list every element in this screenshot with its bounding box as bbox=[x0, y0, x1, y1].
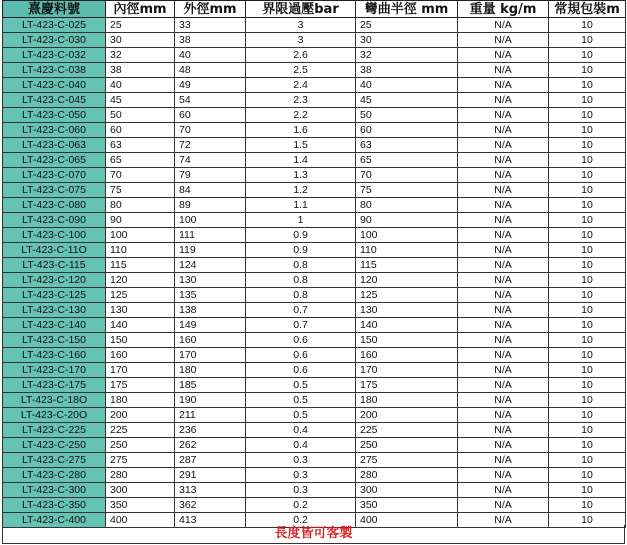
cell-inner-diameter: 200 bbox=[106, 408, 175, 423]
cell-burst-pressure: 2.3 bbox=[246, 93, 356, 108]
table-row bbox=[3, 48, 626, 63]
cell-outer-diameter: 72 bbox=[175, 138, 246, 153]
cell-packaging: 10 bbox=[549, 48, 626, 63]
cell-burst-pressure: 0.4 bbox=[246, 423, 356, 438]
cell-weight: N/A bbox=[458, 303, 549, 318]
cell-bend-radius: 400 bbox=[356, 513, 458, 528]
cell-outer-diameter: 74 bbox=[175, 153, 246, 168]
cell-packaging: 10 bbox=[549, 348, 626, 363]
cell-burst-pressure: 1.3 bbox=[246, 168, 356, 183]
cell-inner-diameter: 30 bbox=[106, 33, 175, 48]
cell-model: LT-423-C-040 bbox=[3, 78, 106, 93]
cell-outer-diameter: 40 bbox=[175, 48, 246, 63]
cell-inner-diameter: 225 bbox=[106, 423, 175, 438]
cell-inner-diameter: 160 bbox=[106, 348, 175, 363]
cell-inner-diameter: 115 bbox=[106, 258, 175, 273]
cell-weight: N/A bbox=[458, 408, 549, 423]
cell-weight: N/A bbox=[458, 18, 549, 33]
cell-weight: N/A bbox=[458, 378, 549, 393]
header-row bbox=[3, 1, 626, 18]
cell-packaging: 10 bbox=[549, 438, 626, 453]
cell-model: LT-423-C-400 bbox=[3, 513, 106, 528]
cell-burst-pressure: 0.3 bbox=[246, 468, 356, 483]
cell-packaging: 10 bbox=[549, 63, 626, 78]
cell-bend-radius: 50 bbox=[356, 108, 458, 123]
cell-outer-diameter: 291 bbox=[175, 468, 246, 483]
cell-burst-pressure: 2.6 bbox=[246, 48, 356, 63]
cell-packaging: 10 bbox=[549, 318, 626, 333]
cell-outer-diameter: 313 bbox=[175, 483, 246, 498]
cell-outer-diameter: 100 bbox=[175, 213, 246, 228]
cell-weight: N/A bbox=[458, 333, 549, 348]
cell-model: LT-423-C-125 bbox=[3, 288, 106, 303]
cell-packaging: 10 bbox=[549, 93, 626, 108]
header-packaging: 常規包裝m bbox=[549, 1, 626, 18]
cell-outer-diameter: 111 bbox=[175, 228, 246, 243]
cell-outer-diameter: 60 bbox=[175, 108, 246, 123]
cell-burst-pressure: 1.1 bbox=[246, 198, 356, 213]
table-row bbox=[3, 243, 626, 258]
cell-weight: N/A bbox=[458, 288, 549, 303]
cell-weight: N/A bbox=[458, 483, 549, 498]
cell-inner-diameter: 125 bbox=[106, 288, 175, 303]
cell-weight: N/A bbox=[458, 348, 549, 363]
cell-model: LT-423-C-20O bbox=[3, 408, 106, 423]
cell-burst-pressure: 0.5 bbox=[246, 408, 356, 423]
cell-burst-pressure: 1.6 bbox=[246, 123, 356, 138]
cell-packaging: 10 bbox=[549, 513, 626, 528]
cell-packaging: 10 bbox=[549, 18, 626, 33]
cell-weight: N/A bbox=[458, 363, 549, 378]
table-row bbox=[3, 378, 626, 393]
cell-weight: N/A bbox=[458, 498, 549, 513]
cell-outer-diameter: 413 bbox=[175, 513, 246, 528]
table-row bbox=[3, 33, 626, 48]
cell-bend-radius: 70 bbox=[356, 168, 458, 183]
table-row bbox=[3, 93, 626, 108]
cell-weight: N/A bbox=[458, 168, 549, 183]
table-row bbox=[3, 183, 626, 198]
cell-model: LT-423-C-045 bbox=[3, 93, 106, 108]
cell-packaging: 10 bbox=[549, 138, 626, 153]
table-row bbox=[3, 213, 626, 228]
cell-bend-radius: 300 bbox=[356, 483, 458, 498]
cell-weight: N/A bbox=[458, 78, 549, 93]
header-inner-diameter: 內徑mm bbox=[106, 1, 175, 18]
cell-weight: N/A bbox=[458, 48, 549, 63]
cell-bend-radius: 32 bbox=[356, 48, 458, 63]
cell-burst-pressure: 1 bbox=[246, 213, 356, 228]
cell-bend-radius: 140 bbox=[356, 318, 458, 333]
cell-model: LT-423-C-032 bbox=[3, 48, 106, 63]
cell-model: LT-423-C-160 bbox=[3, 348, 106, 363]
cell-burst-pressure: 0.8 bbox=[246, 273, 356, 288]
cell-outer-diameter: 124 bbox=[175, 258, 246, 273]
cell-model: LT-423-C-115 bbox=[3, 258, 106, 273]
cell-bend-radius: 75 bbox=[356, 183, 458, 198]
cell-model: LT-423-C-225 bbox=[3, 423, 106, 438]
table-row bbox=[3, 468, 626, 483]
table-row bbox=[3, 198, 626, 213]
cell-packaging: 10 bbox=[549, 303, 626, 318]
cell-packaging: 10 bbox=[549, 258, 626, 273]
cell-burst-pressure: 0.9 bbox=[246, 243, 356, 258]
cell-burst-pressure: 0.6 bbox=[246, 348, 356, 363]
cell-outer-diameter: 170 bbox=[175, 348, 246, 363]
cell-model: LT-423-C-060 bbox=[3, 123, 106, 138]
cell-outer-diameter: 362 bbox=[175, 498, 246, 513]
cell-inner-diameter: 150 bbox=[106, 333, 175, 348]
table-row bbox=[3, 348, 626, 363]
cell-bend-radius: 125 bbox=[356, 288, 458, 303]
header-burst-pressure: 界限過壓bar bbox=[246, 1, 356, 18]
cell-burst-pressure: 0.2 bbox=[246, 498, 356, 513]
cell-model: LT-423-C-140 bbox=[3, 318, 106, 333]
cell-outer-diameter: 236 bbox=[175, 423, 246, 438]
table-row bbox=[3, 303, 626, 318]
cell-burst-pressure: 0.2 bbox=[246, 513, 356, 528]
cell-packaging: 10 bbox=[549, 198, 626, 213]
cell-packaging: 10 bbox=[549, 78, 626, 93]
cell-model: LT-423-C-120 bbox=[3, 273, 106, 288]
footer-note: 長度皆可客製 bbox=[2, 525, 625, 544]
cell-burst-pressure: 0.5 bbox=[246, 393, 356, 408]
table-row bbox=[3, 258, 626, 273]
table-row bbox=[3, 438, 626, 453]
cell-outer-diameter: 79 bbox=[175, 168, 246, 183]
cell-bend-radius: 180 bbox=[356, 393, 458, 408]
cell-model: LT-423-C-030 bbox=[3, 33, 106, 48]
cell-model: LT-423-C-175 bbox=[3, 378, 106, 393]
table-row bbox=[3, 408, 626, 423]
cell-model: LT-423-C-300 bbox=[3, 483, 106, 498]
cell-inner-diameter: 180 bbox=[106, 393, 175, 408]
cell-outer-diameter: 149 bbox=[175, 318, 246, 333]
cell-weight: N/A bbox=[458, 138, 549, 153]
cell-outer-diameter: 89 bbox=[175, 198, 246, 213]
table-row bbox=[3, 453, 626, 468]
header-weight: 重量 kg/m bbox=[458, 1, 549, 18]
cell-model: LT-423-C-100 bbox=[3, 228, 106, 243]
spec-table bbox=[2, 0, 626, 528]
cell-packaging: 10 bbox=[549, 333, 626, 348]
cell-model: LT-423-C-250 bbox=[3, 438, 106, 453]
cell-weight: N/A bbox=[458, 213, 549, 228]
cell-burst-pressure: 0.9 bbox=[246, 228, 356, 243]
cell-inner-diameter: 40 bbox=[106, 78, 175, 93]
cell-outer-diameter: 135 bbox=[175, 288, 246, 303]
cell-weight: N/A bbox=[458, 63, 549, 78]
table-row bbox=[3, 288, 626, 303]
cell-bend-radius: 225 bbox=[356, 423, 458, 438]
cell-inner-diameter: 350 bbox=[106, 498, 175, 513]
cell-inner-diameter: 90 bbox=[106, 213, 175, 228]
cell-packaging: 10 bbox=[549, 393, 626, 408]
table-row bbox=[3, 123, 626, 138]
cell-burst-pressure: 0.5 bbox=[246, 378, 356, 393]
header-model: 熹慶料號 bbox=[3, 1, 106, 18]
cell-inner-diameter: 60 bbox=[106, 123, 175, 138]
cell-bend-radius: 110 bbox=[356, 243, 458, 258]
cell-packaging: 10 bbox=[549, 123, 626, 138]
cell-packaging: 10 bbox=[549, 183, 626, 198]
cell-burst-pressure: 3 bbox=[246, 33, 356, 48]
table-row bbox=[3, 333, 626, 348]
cell-weight: N/A bbox=[458, 393, 549, 408]
cell-inner-diameter: 100 bbox=[106, 228, 175, 243]
cell-inner-diameter: 175 bbox=[106, 378, 175, 393]
cell-weight: N/A bbox=[458, 228, 549, 243]
cell-weight: N/A bbox=[458, 123, 549, 138]
cell-packaging: 10 bbox=[549, 273, 626, 288]
cell-inner-diameter: 63 bbox=[106, 138, 175, 153]
cell-model: LT-423-C-075 bbox=[3, 183, 106, 198]
table-row bbox=[3, 423, 626, 438]
cell-burst-pressure: 1.4 bbox=[246, 153, 356, 168]
cell-bend-radius: 175 bbox=[356, 378, 458, 393]
table-row bbox=[3, 78, 626, 93]
cell-outer-diameter: 49 bbox=[175, 78, 246, 93]
cell-burst-pressure: 0.7 bbox=[246, 318, 356, 333]
cell-weight: N/A bbox=[458, 318, 549, 333]
cell-bend-radius: 45 bbox=[356, 93, 458, 108]
cell-weight: N/A bbox=[458, 273, 549, 288]
cell-burst-pressure: 2.2 bbox=[246, 108, 356, 123]
table-row bbox=[3, 498, 626, 513]
cell-packaging: 10 bbox=[549, 378, 626, 393]
header-bend-radius: 彎曲半徑 mm bbox=[356, 1, 458, 18]
cell-weight: N/A bbox=[458, 198, 549, 213]
cell-burst-pressure: 0.8 bbox=[246, 288, 356, 303]
cell-weight: N/A bbox=[458, 243, 549, 258]
cell-outer-diameter: 262 bbox=[175, 438, 246, 453]
table-row bbox=[3, 153, 626, 168]
cell-inner-diameter: 400 bbox=[106, 513, 175, 528]
cell-inner-diameter: 75 bbox=[106, 183, 175, 198]
header-outer-diameter: 外徑mm bbox=[175, 1, 246, 18]
cell-inner-diameter: 45 bbox=[106, 93, 175, 108]
cell-bend-radius: 30 bbox=[356, 33, 458, 48]
cell-bend-radius: 350 bbox=[356, 498, 458, 513]
cell-packaging: 10 bbox=[549, 153, 626, 168]
cell-burst-pressure: 1.2 bbox=[246, 183, 356, 198]
cell-weight: N/A bbox=[458, 453, 549, 468]
cell-burst-pressure: 0.3 bbox=[246, 453, 356, 468]
cell-burst-pressure: 1.5 bbox=[246, 138, 356, 153]
cell-bend-radius: 160 bbox=[356, 348, 458, 363]
cell-model: LT-423-C-11O bbox=[3, 243, 106, 258]
cell-outer-diameter: 84 bbox=[175, 183, 246, 198]
cell-outer-diameter: 185 bbox=[175, 378, 246, 393]
cell-model: LT-423-C-050 bbox=[3, 108, 106, 123]
cell-bend-radius: 120 bbox=[356, 273, 458, 288]
cell-model: LT-423-C-130 bbox=[3, 303, 106, 318]
table-row bbox=[3, 228, 626, 243]
cell-model: LT-423-C-150 bbox=[3, 333, 106, 348]
cell-burst-pressure: 0.6 bbox=[246, 363, 356, 378]
cell-bend-radius: 275 bbox=[356, 453, 458, 468]
cell-bend-radius: 80 bbox=[356, 198, 458, 213]
cell-model: LT-423-C-080 bbox=[3, 198, 106, 213]
table-row bbox=[3, 18, 626, 33]
cell-burst-pressure: 3 bbox=[246, 18, 356, 33]
cell-burst-pressure: 0.3 bbox=[246, 483, 356, 498]
cell-bend-radius: 115 bbox=[356, 258, 458, 273]
table-row bbox=[3, 318, 626, 333]
cell-inner-diameter: 110 bbox=[106, 243, 175, 258]
cell-model: LT-423-C-350 bbox=[3, 498, 106, 513]
cell-weight: N/A bbox=[458, 438, 549, 453]
cell-inner-diameter: 50 bbox=[106, 108, 175, 123]
cell-outer-diameter: 48 bbox=[175, 63, 246, 78]
cell-model: LT-423-C-090 bbox=[3, 213, 106, 228]
cell-bend-radius: 150 bbox=[356, 333, 458, 348]
table-row bbox=[3, 363, 626, 378]
cell-weight: N/A bbox=[458, 183, 549, 198]
table-row bbox=[3, 483, 626, 498]
cell-weight: N/A bbox=[458, 108, 549, 123]
cell-bend-radius: 65 bbox=[356, 153, 458, 168]
table-row bbox=[3, 273, 626, 288]
cell-bend-radius: 60 bbox=[356, 123, 458, 138]
cell-outer-diameter: 38 bbox=[175, 33, 246, 48]
cell-burst-pressure: 2.4 bbox=[246, 78, 356, 93]
cell-bend-radius: 250 bbox=[356, 438, 458, 453]
cell-outer-diameter: 160 bbox=[175, 333, 246, 348]
cell-inner-diameter: 120 bbox=[106, 273, 175, 288]
cell-packaging: 10 bbox=[549, 33, 626, 48]
cell-inner-diameter: 275 bbox=[106, 453, 175, 468]
cell-outer-diameter: 119 bbox=[175, 243, 246, 258]
cell-outer-diameter: 70 bbox=[175, 123, 246, 138]
cell-outer-diameter: 287 bbox=[175, 453, 246, 468]
cell-inner-diameter: 280 bbox=[106, 468, 175, 483]
cell-outer-diameter: 33 bbox=[175, 18, 246, 33]
cell-inner-diameter: 38 bbox=[106, 63, 175, 78]
table-row bbox=[3, 63, 626, 78]
cell-bend-radius: 130 bbox=[356, 303, 458, 318]
cell-inner-diameter: 130 bbox=[106, 303, 175, 318]
cell-packaging: 10 bbox=[549, 228, 626, 243]
cell-packaging: 10 bbox=[549, 468, 626, 483]
cell-model: LT-423-C-170 bbox=[3, 363, 106, 378]
cell-model: LT-423-C-025 bbox=[3, 18, 106, 33]
cell-outer-diameter: 180 bbox=[175, 363, 246, 378]
cell-inner-diameter: 80 bbox=[106, 198, 175, 213]
cell-burst-pressure: 2.5 bbox=[246, 63, 356, 78]
cell-weight: N/A bbox=[458, 468, 549, 483]
cell-packaging: 10 bbox=[549, 408, 626, 423]
cell-weight: N/A bbox=[458, 153, 549, 168]
cell-outer-diameter: 190 bbox=[175, 393, 246, 408]
cell-inner-diameter: 65 bbox=[106, 153, 175, 168]
cell-inner-diameter: 32 bbox=[106, 48, 175, 63]
cell-bend-radius: 25 bbox=[356, 18, 458, 33]
cell-bend-radius: 280 bbox=[356, 468, 458, 483]
cell-model: LT-423-C-280 bbox=[3, 468, 106, 483]
cell-model: LT-423-C-038 bbox=[3, 63, 106, 78]
cell-burst-pressure: 0.8 bbox=[246, 258, 356, 273]
cell-packaging: 10 bbox=[549, 423, 626, 438]
cell-burst-pressure: 0.4 bbox=[246, 438, 356, 453]
cell-burst-pressure: 0.6 bbox=[246, 333, 356, 348]
cell-packaging: 10 bbox=[549, 288, 626, 303]
cell-inner-diameter: 25 bbox=[106, 18, 175, 33]
cell-burst-pressure: 0.7 bbox=[246, 303, 356, 318]
cell-weight: N/A bbox=[458, 513, 549, 528]
cell-model: LT-423-C-18O bbox=[3, 393, 106, 408]
cell-packaging: 10 bbox=[549, 363, 626, 378]
cell-bend-radius: 200 bbox=[356, 408, 458, 423]
cell-inner-diameter: 140 bbox=[106, 318, 175, 333]
cell-model: LT-423-C-275 bbox=[3, 453, 106, 468]
cell-outer-diameter: 130 bbox=[175, 273, 246, 288]
cell-weight: N/A bbox=[458, 93, 549, 108]
cell-inner-diameter: 170 bbox=[106, 363, 175, 378]
table-row bbox=[3, 168, 626, 183]
table-row bbox=[3, 108, 626, 123]
table-row bbox=[3, 393, 626, 408]
cell-model: LT-423-C-070 bbox=[3, 168, 106, 183]
spec-table-body bbox=[3, 18, 626, 528]
cell-weight: N/A bbox=[458, 423, 549, 438]
cell-packaging: 10 bbox=[549, 483, 626, 498]
cell-model: LT-423-C-065 bbox=[3, 153, 106, 168]
cell-packaging: 10 bbox=[549, 243, 626, 258]
cell-bend-radius: 38 bbox=[356, 63, 458, 78]
cell-inner-diameter: 250 bbox=[106, 438, 175, 453]
cell-bend-radius: 63 bbox=[356, 138, 458, 153]
cell-outer-diameter: 138 bbox=[175, 303, 246, 318]
cell-weight: N/A bbox=[458, 258, 549, 273]
cell-outer-diameter: 211 bbox=[175, 408, 246, 423]
cell-inner-diameter: 300 bbox=[106, 483, 175, 498]
cell-packaging: 10 bbox=[549, 453, 626, 468]
cell-packaging: 10 bbox=[549, 168, 626, 183]
cell-bend-radius: 40 bbox=[356, 78, 458, 93]
cell-bend-radius: 170 bbox=[356, 363, 458, 378]
table-row bbox=[3, 138, 626, 153]
cell-bend-radius: 100 bbox=[356, 228, 458, 243]
cell-bend-radius: 90 bbox=[356, 213, 458, 228]
cell-model: LT-423-C-063 bbox=[3, 138, 106, 153]
cell-outer-diameter: 54 bbox=[175, 93, 246, 108]
cell-packaging: 10 bbox=[549, 213, 626, 228]
cell-inner-diameter: 70 bbox=[106, 168, 175, 183]
cell-packaging: 10 bbox=[549, 108, 626, 123]
cell-packaging: 10 bbox=[549, 498, 626, 513]
cell-weight: N/A bbox=[458, 33, 549, 48]
